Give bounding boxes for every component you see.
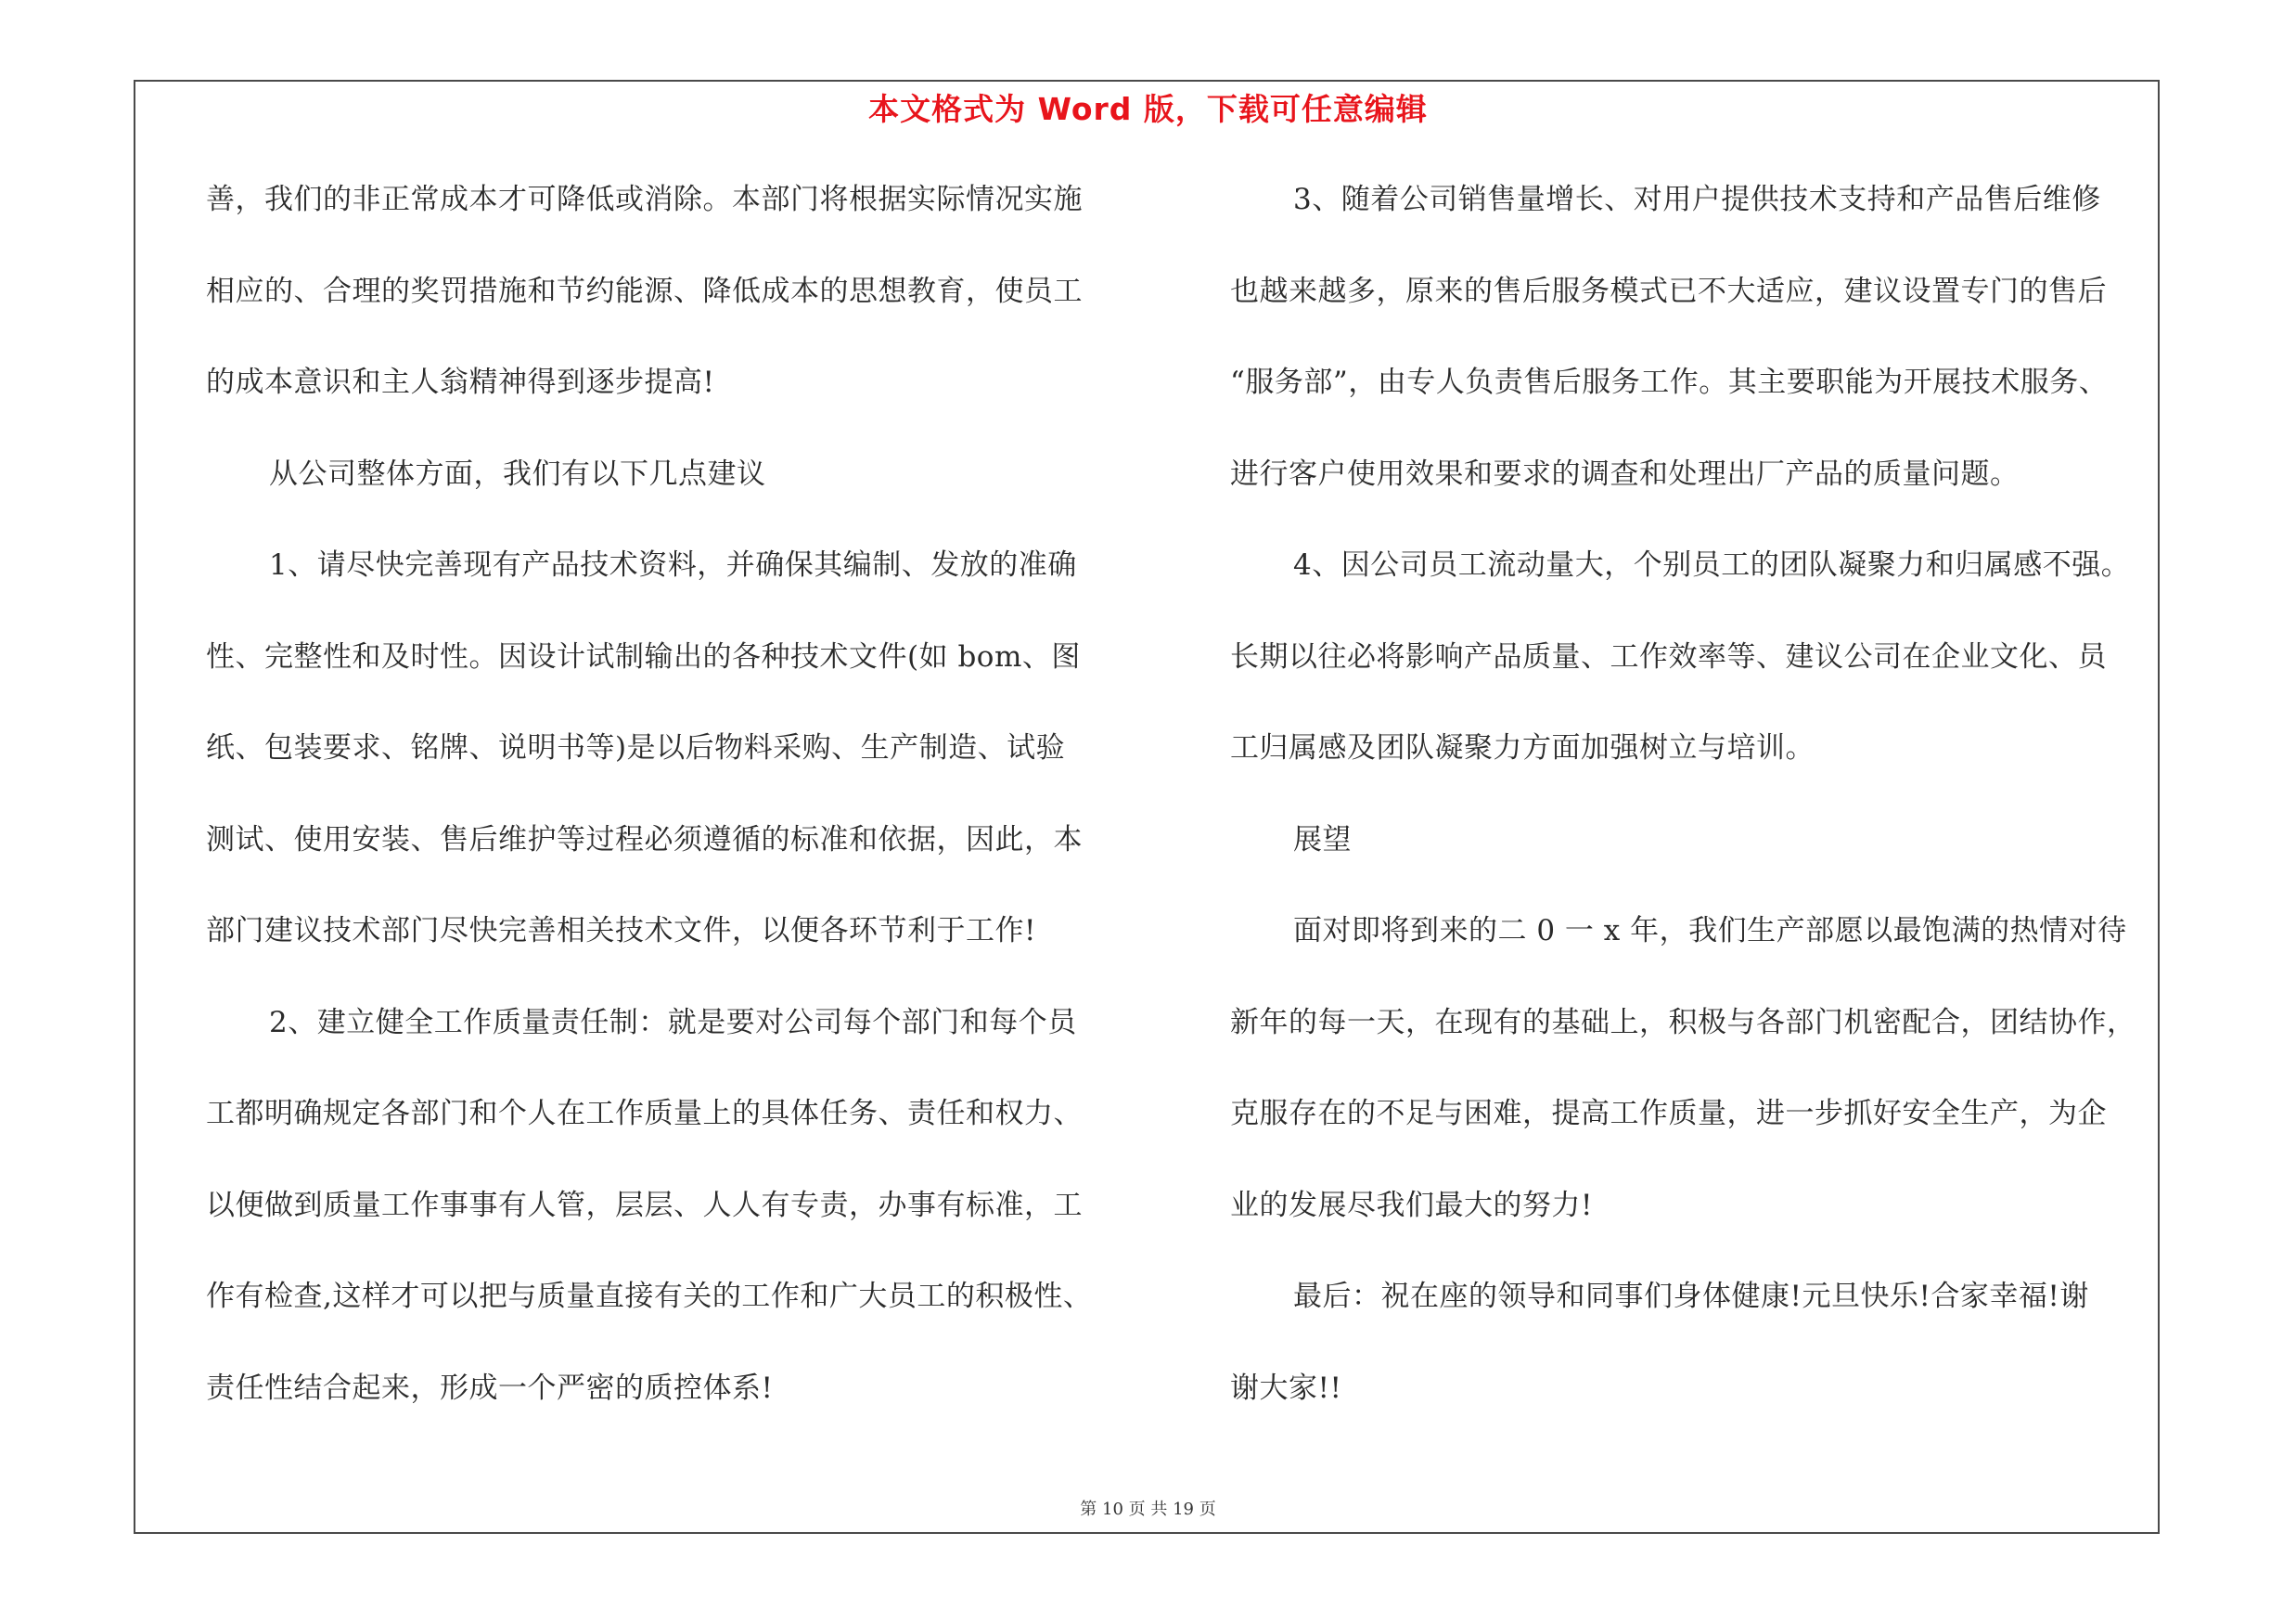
- text-line: 3、随着公司销售量增长、对用户提供技术支持和产品售后维修: [1293, 183, 2101, 216]
- text-line: 也越来越多，原来的售后服务模式已不大适应，建议设置专门的售后: [1230, 274, 2107, 308]
- text-line: 4、因公司员工流动量大，个别员工的团队凝聚力和归属感不强。: [1293, 548, 2131, 582]
- text-line: 工都明确规定各部门和个人在工作质量上的具体任务、责任和权力、: [206, 1097, 1083, 1130]
- text-line: 最后：祝在座的领导和同事们身体健康!元旦快乐!合家幸福!谢: [1293, 1280, 2089, 1313]
- text-line: 进行客户使用效果和要求的调查和处理出厂产品的质量问题。: [1230, 457, 2020, 491]
- text-line: 长期以往必将影响产品质量、工作效率等、建议公司在企业文化、员: [1230, 639, 2107, 674]
- text-line: 相应的、合理的奖罚措施和节约能源、降低成本的思想教育，使员工: [206, 274, 1083, 308]
- right-text-column: [1230, 184, 2167, 1463]
- text-line: “服务部”，由专人负责售后服务工作。其主要职能为开展技术服务、: [1230, 366, 2109, 399]
- text-line: 测试、使用安装、售后维护等过程必须遵循的标准和依据，因此，本: [206, 822, 1083, 857]
- text-line: 作有检查,这样才可以把与质量直接有关的工作和广大员工的积极性、: [206, 1280, 1093, 1313]
- text-line: 展望: [1293, 822, 1352, 857]
- text-line: 部门建议技术部门尽快完善相关技术文件，以便各环节利于工作!: [206, 914, 1036, 947]
- text-line: 2、建立健全工作质量责任制：就是要对公司每个部门和每个员: [269, 1005, 1077, 1039]
- text-line: 以便做到质量工作事事有人管，层层、人人有专责，办事有标准，工: [206, 1188, 1083, 1222]
- text-line: 业的发展尽我们最大的努力!: [1230, 1188, 1593, 1222]
- left-text-column: [206, 184, 1143, 1463]
- page-number-footer: 第 10 页 共 19 页: [1080, 1500, 1216, 1519]
- header-banner: 本文格式为 Word 版，下载可任意编辑: [868, 91, 1428, 127]
- text-line: 纸、包装要求、铭牌、说明书等)是以后物料采购、生产制造、试验: [206, 731, 1066, 765]
- text-line: 1、请尽快完善现有产品技术资料，并确保其编制、发放的准确: [269, 548, 1077, 582]
- text-line: 善，我们的非正常成本才可降低或消除。本部门将根据实际情况实施: [206, 183, 1083, 216]
- text-line: 工归属感及团队凝聚力方面加强树立与培训。: [1230, 731, 1815, 765]
- text-line: 从公司整体方面，我们有以下几点建议: [269, 457, 766, 491]
- text-line: 克服存在的不足与困难，提高工作质量，进一步抓好安全生产，为企: [1230, 1097, 2107, 1130]
- text-line: 面对即将到来的二 0 一 x 年，我们生产部愿以最饱满的热情对待: [1293, 914, 2127, 947]
- text-line: 的成本意识和主人翁精神得到逐步提高!: [206, 366, 715, 399]
- text-line: 谢大家!!: [1230, 1371, 1342, 1405]
- text-line: 新年的每一天，在现有的基础上，积极与各部门机密配合，团结协作，: [1230, 1005, 2136, 1039]
- text-line: 性、完整性和及时性。因设计试制输出的各种技术文件(如 bom、图: [206, 639, 1081, 674]
- text-line: 责任性结合起来，形成一个严密的质控体系!: [206, 1371, 774, 1405]
